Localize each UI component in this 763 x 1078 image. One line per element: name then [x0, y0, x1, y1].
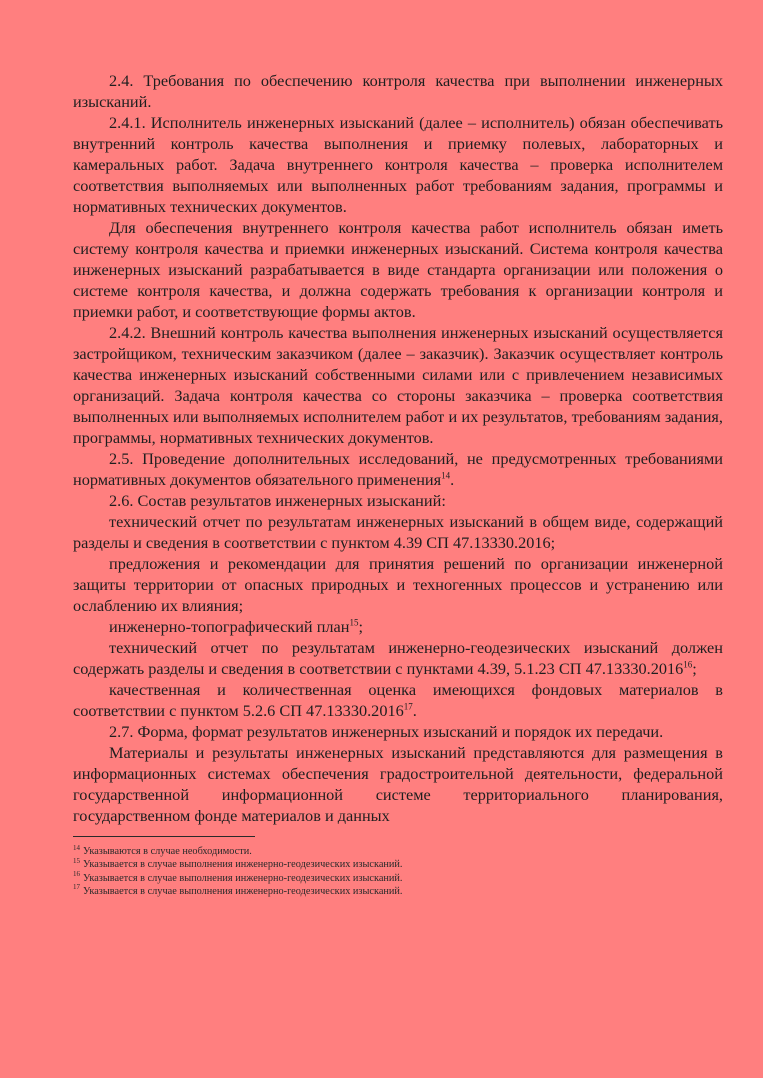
- footnote-ref: 17: [403, 701, 413, 712]
- footnote: $^{17}$ Указывается в случае выполнения инженерно-геодезических изысканий.: [73, 883, 403, 897]
- paragraph: 2.4.1. Исполнитель инженерных изысканий (далее – исполнитель) обязан обеспечивать внутренний контроль качества выполнения и приемку полевых, лабораторных и камеральных работ. Задача внутреннего контроля качества – проверка исполнителем соответствия выполняемых или выполненных работ требованиям задания, программы и нормативных технических документов.: [73, 113, 723, 216]
- footnote: $^{14}$ Указываются в случае необходимости.: [73, 843, 252, 857]
- footnote-separator: [73, 836, 255, 837]
- paragraph: качественная и количественная оценка имеющихся фондовых материалов в соответствии с пунктом 5.2.6 СП 47.13330.2016$^{17}$.: [73, 680, 723, 720]
- paragraph: технический отчет по результатам инженерных изысканий в общем виде, содержащий разделы и сведения в соответствии с пунктом 4.39 СП 47.13330.2016;: [73, 512, 723, 552]
- paragraph: Для обеспечения внутреннего контроля качества работ исполнитель обязан иметь систему контроля качества и приемки инженерных изысканий. Система контроля качества инженерных изысканий разрабатывается в виде стандарта организации или положения о системе контроля качества, и должна содержать требования к организации контроля и приемки работ, и соответствующие формы актов.: [73, 218, 723, 321]
- paragraph: 2.6. Состав результатов инженерных изысканий:: [109, 491, 446, 510]
- body-text: [73, 70, 723, 826]
- paragraph: инженерно-топографический план$^{15}$;: [109, 617, 364, 636]
- footnote-ref: 15: [349, 617, 359, 628]
- paragraph: технический отчет по результатам инженерно-геодезических изысканий должен содержать разделы и сведения в соответствии с пунктами 4.39, 5.1.23 СП 47.13330.2016$^{16}$;: [73, 638, 723, 678]
- paragraph: 2.4. Требования по обеспечению контроля качества при выполнении инженерных изысканий.: [73, 71, 723, 111]
- footnotes: [73, 845, 723, 898]
- footnote: $^{15}$ Указывается в случае выполнения инженерно-геодезических изысканий.: [73, 856, 403, 871]
- footnote: $^{16}$ Указывается в случае выполнения инженерно-геодезических изысканий.: [73, 870, 403, 884]
- paragraph: предложения и рекомендации для принятия решений по организации инженерной защиты территории от опасных природных и техногенных процессов и устранению или ослаблению их влияния;: [73, 554, 723, 615]
- paragraph: 2.5. Проведение дополнительных исследований, не предусмотренных требованиями нормативных документов обязательного применения$^{14}$.: [73, 449, 723, 489]
- footnote-ref: 14: [441, 470, 451, 481]
- paragraph: 2.4.2. Внешний контроль качества выполнения инженерных изысканий осуществляется застройщиком, техническим заказчиком (далее – заказчик). Заказчик осуществляет контроль качества инженерных изысканий собственными силами или с привлечением независимых организаций. Задача контроля качества со стороны заказчика – проверка соответствия выполненных или выполняемых исполнителем работ и их результатов, требованиям задания, программы, нормативных технических документов.: [73, 323, 723, 447]
- paragraph: 2.7. Форма, формат результатов инженерных изысканий и порядок их передачи.: [109, 722, 664, 741]
- paragraph: Материалы и результаты инженерных изысканий представляются для размещения в информационных системах обеспечения градостроительной деятельности, федеральной государственной информационной системе территориального планирования, государственном фонде материалов и данных: [73, 743, 723, 825]
- footnote-ref: 16: [683, 659, 693, 670]
